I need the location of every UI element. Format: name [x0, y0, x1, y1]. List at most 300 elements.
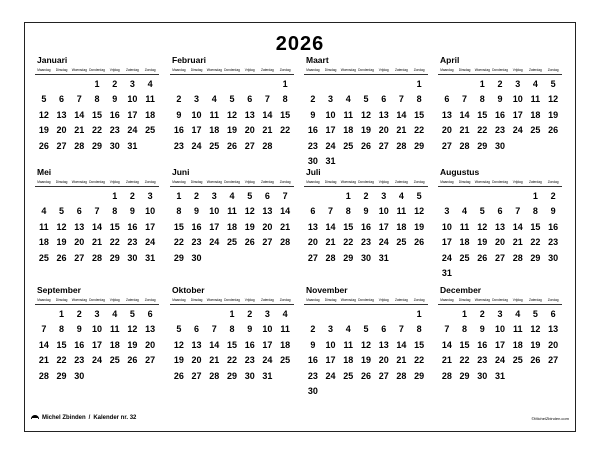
month-november: [304, 285, 428, 399]
weekday-label: Maandag: [306, 298, 320, 302]
weekday-label: Donderdag: [89, 68, 105, 72]
day-cell: 21: [74, 125, 85, 136]
empty-day: [188, 77, 206, 92]
day-cell: 7: [211, 324, 217, 335]
day-cell: 3: [444, 206, 450, 217]
day-cell: 6: [444, 94, 450, 105]
month-april: [438, 55, 562, 154]
day-cell: 19: [414, 221, 425, 232]
day-cell: 27: [145, 355, 156, 366]
weekday-label: Dinsdag: [458, 180, 471, 184]
day-cell: 29: [91, 140, 102, 151]
day-cell: 8: [94, 94, 100, 105]
weekday-label: Maandag: [306, 180, 320, 184]
day-cell: 24: [325, 140, 336, 151]
day-cell: 24: [512, 125, 523, 136]
day-cell: 14: [396, 109, 407, 120]
weekday-label: Donderdag: [358, 68, 374, 72]
day-cell: 19: [477, 237, 488, 248]
day-cell: 15: [530, 221, 541, 232]
day-cell: 3: [381, 191, 387, 201]
day-cell: 7: [462, 94, 468, 105]
weekday-header: [35, 178, 159, 187]
weekday-label: Vrijdag: [378, 180, 389, 184]
day-cell: 4: [211, 94, 217, 105]
day-cell: 10: [191, 109, 202, 120]
day-cell: 13: [191, 339, 202, 350]
day-cell: 17: [209, 221, 220, 232]
day-cell: 28: [396, 370, 407, 381]
day-cell: 28: [91, 252, 102, 263]
weekday-header: [35, 66, 159, 75]
day-cell: 9: [176, 109, 182, 120]
day-cell: 27: [244, 140, 255, 151]
weekday-label: Zaterdag: [395, 298, 408, 302]
day-cell: 6: [497, 206, 503, 217]
day-cell: 12: [173, 339, 184, 350]
day-cell: 9: [194, 206, 200, 217]
day-cell: 25: [145, 125, 156, 136]
day-cell: 13: [378, 339, 389, 350]
weekday-label: Donderdag: [358, 298, 374, 302]
empty-day: [438, 189, 456, 204]
day-cell: 27: [307, 252, 318, 263]
day-cell: 22: [56, 355, 67, 366]
day-cell: 5: [229, 94, 235, 105]
weekday-label: Donderdag: [492, 180, 508, 184]
day-cell: 11: [39, 221, 49, 232]
day-cell: 3: [328, 324, 334, 335]
day-cell: 25: [280, 355, 291, 366]
days-grid: [304, 77, 428, 169]
days-grid: [438, 189, 562, 281]
day-cell: 3: [129, 79, 135, 89]
day-cell: 8: [462, 324, 468, 335]
day-cell: 20: [145, 339, 156, 350]
weekday-label: Zondag: [279, 68, 291, 72]
day-cell: 3: [211, 191, 217, 201]
day-cell: 22: [477, 125, 488, 136]
days-grid: [170, 77, 294, 154]
weekday-label: Dinsdag: [458, 68, 471, 72]
day-cell: 15: [414, 339, 425, 350]
day-cell: 28: [74, 140, 85, 151]
day-cell: 18: [512, 339, 523, 350]
empty-day: [170, 307, 188, 322]
day-cell: 12: [477, 221, 488, 232]
day-cell: 23: [307, 370, 318, 381]
day-cell: 20: [244, 125, 255, 136]
day-cell: 9: [479, 324, 485, 335]
day-cell: 5: [59, 206, 65, 217]
day-cell: 13: [378, 109, 389, 120]
day-cell: 8: [416, 324, 422, 335]
day-cell: 18: [38, 237, 49, 248]
day-cell: 6: [310, 206, 316, 217]
day-cell: 12: [360, 339, 371, 350]
day-cell: 2: [479, 309, 485, 319]
day-cell: 17: [127, 109, 138, 120]
month-name: Oktober: [172, 285, 205, 295]
weekday-label: Zondag: [547, 180, 559, 184]
weekday-label: Woensdag: [340, 180, 356, 184]
empty-day: [509, 189, 527, 204]
day-cell: 2: [76, 309, 82, 319]
day-cell: 21: [396, 125, 407, 136]
day-cell: 16: [307, 355, 318, 366]
weekday-label: Vrijdag: [109, 180, 120, 184]
day-cell: 26: [226, 140, 237, 151]
day-cell: 26: [173, 370, 184, 381]
day-cell: 8: [479, 94, 485, 105]
weekday-header: [170, 178, 294, 187]
day-cell: 28: [38, 370, 49, 381]
empty-day: [375, 77, 393, 92]
day-cell: 13: [244, 109, 255, 120]
weekday-label: Zaterdag: [395, 180, 408, 184]
day-cell: 17: [325, 355, 336, 366]
weekday-label: Maandag: [37, 298, 51, 302]
brand-name: Michel Zbinden: [42, 415, 86, 421]
day-cell: 24: [378, 237, 389, 248]
day-cell: 9: [112, 94, 118, 105]
day-cell: 16: [360, 221, 371, 232]
day-cell: 14: [280, 206, 291, 217]
day-cell: 3: [94, 309, 100, 319]
day-cell: 12: [56, 221, 67, 232]
day-cell: 2: [550, 191, 556, 201]
weekday-label: Zondag: [413, 298, 425, 302]
weekday-label: Woensdag: [71, 298, 87, 302]
empty-day: [70, 77, 88, 92]
calendar-page: [24, 22, 576, 432]
weekday-label: Woensdag: [206, 68, 222, 72]
day-cell: 31: [378, 252, 389, 263]
weekday-label: Zaterdag: [261, 298, 274, 302]
day-cell: 23: [109, 125, 120, 136]
day-cell: 27: [548, 355, 559, 366]
day-cell: 7: [398, 94, 404, 105]
day-cell: 14: [512, 221, 523, 232]
month-name: Juli: [306, 167, 321, 177]
day-cell: 20: [441, 125, 452, 136]
day-cell: 15: [91, 109, 102, 120]
empty-day: [170, 77, 188, 92]
day-cell: 30: [74, 370, 85, 381]
day-cell: 28: [262, 140, 273, 151]
day-cell: 26: [244, 237, 255, 248]
day-cell: 10: [441, 221, 452, 232]
weekday-label: Donderdag: [492, 68, 508, 72]
weekday-header: [35, 296, 159, 305]
footer-separator: /: [88, 415, 91, 421]
day-cell: 9: [310, 339, 316, 350]
weekday-label: Dinsdag: [190, 298, 203, 302]
empty-day: [35, 77, 53, 92]
empty-day: [259, 77, 277, 92]
day-cell: 31: [127, 140, 138, 151]
day-cell: 21: [209, 355, 220, 366]
empty-day: [241, 77, 259, 92]
day-cell: 29: [226, 370, 237, 381]
day-cell: 2: [310, 324, 316, 335]
day-cell: 16: [74, 339, 85, 350]
day-cell: 26: [127, 355, 138, 366]
day-cell: 18: [343, 125, 354, 136]
empty-day: [205, 307, 223, 322]
day-cell: 20: [494, 237, 505, 248]
day-cell: 17: [262, 339, 273, 350]
month-name: Maart: [306, 55, 329, 65]
empty-day: [322, 307, 340, 322]
day-cell: 31: [262, 370, 273, 381]
day-cell: 27: [378, 370, 389, 381]
empty-day: [456, 77, 474, 92]
day-cell: 18: [209, 125, 220, 136]
day-cell: 28: [209, 370, 220, 381]
day-cell: 9: [247, 324, 253, 335]
day-cell: 31: [494, 370, 505, 381]
day-cell: 1: [112, 191, 118, 201]
day-cell: 7: [398, 324, 404, 335]
day-cell: 1: [229, 309, 235, 319]
day-cell: 27: [191, 370, 202, 381]
days-grid: [35, 307, 159, 384]
empty-day: [375, 307, 393, 322]
weekday-header: [304, 66, 428, 75]
day-cell: 15: [414, 109, 425, 120]
days-grid: [35, 189, 159, 266]
day-cell: 20: [548, 339, 559, 350]
day-cell: 10: [325, 109, 336, 120]
weekday-label: Zondag: [144, 298, 156, 302]
day-cell: 27: [441, 140, 452, 151]
day-cell: 7: [328, 206, 334, 217]
empty-day: [53, 77, 71, 92]
day-cell: 25: [396, 237, 407, 248]
day-cell: 21: [459, 125, 470, 136]
weekday-header: [304, 296, 428, 305]
weekday-label: Dinsdag: [55, 68, 68, 72]
day-cell: 8: [59, 324, 65, 335]
day-cell: 10: [145, 206, 156, 217]
day-cell: 23: [127, 237, 138, 248]
day-cell: 14: [459, 109, 470, 120]
day-cell: 22: [459, 355, 470, 366]
day-cell: 10: [325, 339, 336, 350]
weekday-label: Zondag: [279, 298, 291, 302]
weekday-header: [438, 296, 562, 305]
day-cell: 10: [378, 206, 389, 217]
day-cell: 22: [530, 237, 541, 248]
day-cell: 24: [494, 355, 505, 366]
empty-day: [357, 77, 375, 92]
day-cell: 25: [343, 370, 354, 381]
footer: [31, 415, 569, 421]
days-grid: [438, 77, 562, 154]
day-cell: 9: [550, 206, 556, 217]
day-cell: 28: [512, 252, 523, 263]
day-cell: 20: [378, 355, 389, 366]
day-cell: 22: [280, 125, 291, 136]
day-cell: 30: [360, 252, 371, 263]
empty-day: [304, 307, 322, 322]
day-cell: 29: [343, 252, 354, 263]
day-cell: 19: [548, 109, 559, 120]
weekday-label: Woensdag: [474, 68, 490, 72]
day-cell: 18: [343, 355, 354, 366]
day-cell: 26: [360, 140, 371, 151]
weekday-label: Donderdag: [89, 180, 105, 184]
day-cell: 2: [247, 309, 253, 319]
day-cell: 17: [494, 339, 505, 350]
day-cell: 1: [479, 79, 485, 89]
day-cell: 4: [345, 94, 351, 105]
day-cell: 22: [414, 355, 425, 366]
day-cell: 23: [477, 355, 488, 366]
day-cell: 5: [532, 309, 538, 319]
day-cell: 9: [129, 206, 135, 217]
month-name: September: [37, 285, 81, 295]
day-cell: 15: [343, 221, 354, 232]
day-cell: 5: [176, 324, 182, 335]
day-cell: 3: [328, 94, 334, 105]
month-name: Mei: [37, 167, 52, 177]
day-cell: 21: [91, 237, 102, 248]
day-cell: 20: [191, 355, 202, 366]
day-cell: 10: [512, 94, 523, 105]
day-cell: 18: [459, 237, 470, 248]
days-grid: [170, 307, 294, 384]
weekday-label: Vrijdag: [378, 298, 389, 302]
day-cell: 23: [548, 237, 559, 248]
month-name: Juni: [172, 167, 190, 177]
weekday-label: Zaterdag: [395, 68, 408, 72]
weekday-label: Dinsdag: [55, 298, 68, 302]
day-cell: 16: [307, 125, 318, 136]
month-oktober: [170, 285, 294, 384]
weekday-header: [170, 66, 294, 75]
day-cell: 9: [76, 324, 82, 335]
day-cell: 2: [129, 191, 135, 201]
day-cell: 4: [398, 191, 404, 201]
day-cell: 4: [147, 79, 153, 89]
day-cell: 23: [494, 125, 505, 136]
day-cell: 15: [459, 339, 470, 350]
day-cell: 12: [360, 109, 371, 120]
day-cell: 21: [325, 237, 336, 248]
day-cell: 19: [173, 355, 184, 366]
weekday-label: Zondag: [413, 68, 425, 72]
empty-day: [304, 189, 322, 204]
day-cell: 9: [497, 94, 503, 105]
weekday-label: Maandag: [172, 180, 186, 184]
day-cell: 12: [244, 206, 255, 217]
weekday-label: Maandag: [440, 298, 454, 302]
day-cell: 6: [381, 94, 387, 105]
day-cell: 15: [109, 221, 120, 232]
empty-day: [438, 307, 456, 322]
day-cell: 16: [127, 221, 138, 232]
day-cell: 18: [396, 221, 407, 232]
day-cell: 5: [479, 206, 485, 217]
day-cell: 23: [307, 140, 318, 151]
empty-day: [35, 189, 53, 204]
empty-day: [393, 307, 411, 322]
day-cell: 25: [226, 237, 237, 248]
day-cell: 4: [41, 206, 47, 217]
day-cell: 30: [127, 252, 138, 263]
day-cell: 26: [477, 252, 488, 263]
day-cell: 7: [282, 191, 288, 201]
day-cell: 14: [262, 109, 273, 120]
day-cell: 6: [247, 94, 253, 105]
weekday-label: Vrijdag: [109, 68, 120, 72]
day-cell: 31: [325, 155, 336, 166]
day-cell: 14: [91, 221, 102, 232]
day-cell: 21: [396, 355, 407, 366]
day-cell: 19: [38, 125, 49, 136]
day-cell: 21: [38, 355, 49, 366]
day-cell: 24: [325, 370, 336, 381]
weekday-label: Woensdag: [71, 180, 87, 184]
day-cell: 18: [280, 339, 291, 350]
day-cell: 27: [494, 252, 505, 263]
weekday-label: Zondag: [547, 68, 559, 72]
month-maart: [304, 55, 428, 169]
day-cell: 12: [530, 324, 541, 335]
day-cell: 3: [264, 309, 270, 319]
day-cell: 20: [307, 237, 318, 248]
month-name: November: [306, 285, 348, 295]
day-cell: 14: [441, 339, 452, 350]
weekday-label: Zaterdag: [126, 298, 139, 302]
day-cell: 2: [194, 191, 200, 201]
weekday-label: Dinsdag: [190, 68, 203, 72]
weekday-label: Donderdag: [358, 180, 374, 184]
day-cell: 30: [191, 252, 202, 263]
day-cell: 19: [226, 125, 237, 136]
day-cell: 30: [477, 370, 488, 381]
empty-day: [35, 307, 53, 322]
month-januari: [35, 55, 159, 154]
month-september: [35, 285, 159, 384]
weekday-label: Zaterdag: [126, 68, 139, 72]
day-cell: 4: [282, 309, 288, 319]
weekday-header: [170, 296, 294, 305]
weekday-label: Donderdag: [89, 298, 105, 302]
month-juli: [304, 167, 428, 266]
empty-day: [438, 77, 456, 92]
month-augustus: [438, 167, 562, 281]
day-cell: 27: [378, 140, 389, 151]
day-cell: 11: [343, 339, 354, 350]
month-name: Februari: [172, 55, 207, 65]
month-mei: [35, 167, 159, 266]
day-cell: 2: [363, 191, 369, 201]
month-name: April: [440, 55, 460, 65]
website-credit: ©MichelZbinden.com: [531, 415, 569, 421]
footer-brand: [31, 415, 136, 421]
weekday-label: Dinsdag: [324, 180, 337, 184]
day-cell: 25: [38, 252, 49, 263]
day-cell: 16: [109, 109, 120, 120]
day-cell: 24: [441, 252, 452, 263]
day-cell: 2: [176, 94, 182, 105]
day-cell: 17: [378, 221, 389, 232]
weekday-label: Woensdag: [340, 68, 356, 72]
day-cell: 11: [280, 324, 290, 335]
